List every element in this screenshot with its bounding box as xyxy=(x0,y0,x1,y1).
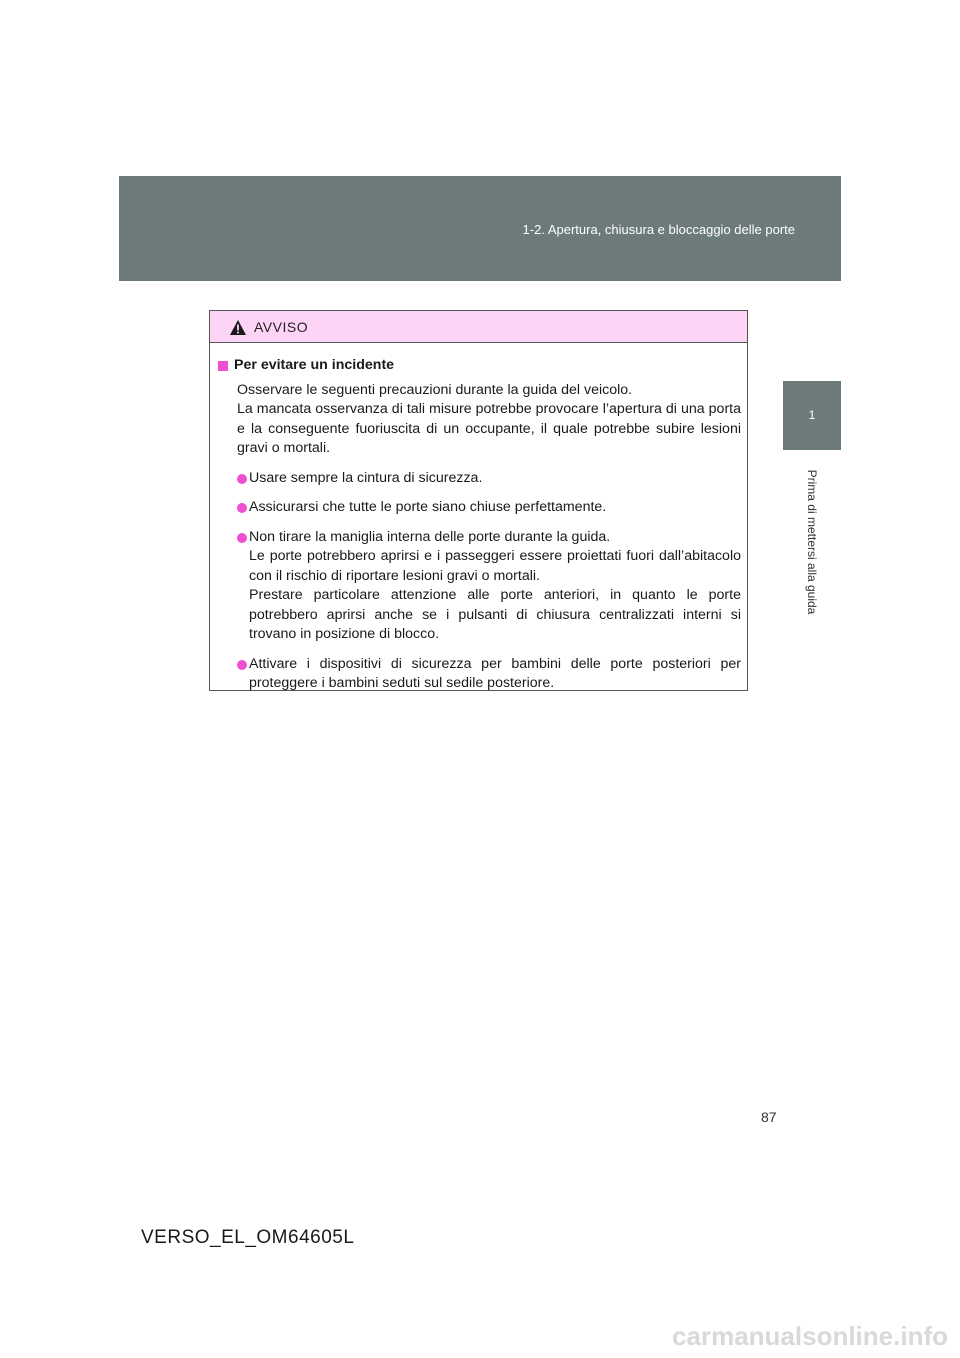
square-bullet-icon xyxy=(218,361,228,371)
watermark: carmanualsonline.info xyxy=(672,1321,948,1351)
bullet-detail: Le porte potrebbero aprirsi e i passeggeri essere proiettati fuori dall’abitacolo con il rischio di riportare lesioni gravi o mortali. xyxy=(249,548,741,584)
bullet-dot-icon xyxy=(237,474,247,484)
bullet-dot-icon xyxy=(237,660,247,670)
chapter-number: 1 xyxy=(808,408,816,422)
page-number: 87 xyxy=(761,1109,777,1125)
document-code: VERSO_EL_OM64605L xyxy=(141,1227,355,1248)
warning-box xyxy=(209,310,748,691)
warning-subheading xyxy=(218,356,741,376)
chapter-tab xyxy=(783,381,841,450)
section-title: 1-2. Apertura, chiusura e bloccaggio delle porte xyxy=(522,222,795,237)
warning-header xyxy=(210,311,747,343)
subheading-text: Per evitare un incidente xyxy=(234,357,395,373)
intro-line: La mancata osservanza di tali misure potrebbe provocare l’apertura di una porta e la conseguente fuoriuscita di un occupante, il quale potrebbe subire lesioni gravi o mortali. xyxy=(237,401,741,456)
chapter-label: Prima di mettersi alla guida xyxy=(805,469,819,615)
warning-title: AVVISO xyxy=(254,319,309,335)
list-item xyxy=(237,498,741,518)
bullet-text: Usare sempre la cintura di sicurezza. xyxy=(249,469,483,486)
bullet-detail: Prestare particolare attenzione alle porte anteriori, in quanto le porte potrebbero aprirsi anche se i pulsanti di chiusura centralizzati interni si trovano in posizione di blocco. xyxy=(249,587,741,642)
warning-triangle-icon xyxy=(229,319,247,336)
section-header-band xyxy=(119,176,841,281)
bullet-dot-icon xyxy=(237,503,247,513)
bullet-text: Attivare i dispositivi di sicurezza per bambini delle porte posteriori per proteggere i bambini seduti sul sedile posteriore. xyxy=(249,655,741,691)
warning-body xyxy=(210,343,747,694)
bullet-text: Non tirare la maniglia interna delle porte durante la guida. xyxy=(249,528,611,545)
list-item xyxy=(237,655,741,694)
list-item xyxy=(237,469,741,489)
warning-intro xyxy=(237,381,741,459)
bullet-text: Assicurarsi che tutte le porte siano chiuse perfettamente. xyxy=(249,499,607,515)
list-item xyxy=(237,528,741,645)
bullet-dot-icon xyxy=(237,533,247,543)
intro-line: Osservare le seguenti precauzioni durante la guida del veicolo. xyxy=(237,381,633,398)
